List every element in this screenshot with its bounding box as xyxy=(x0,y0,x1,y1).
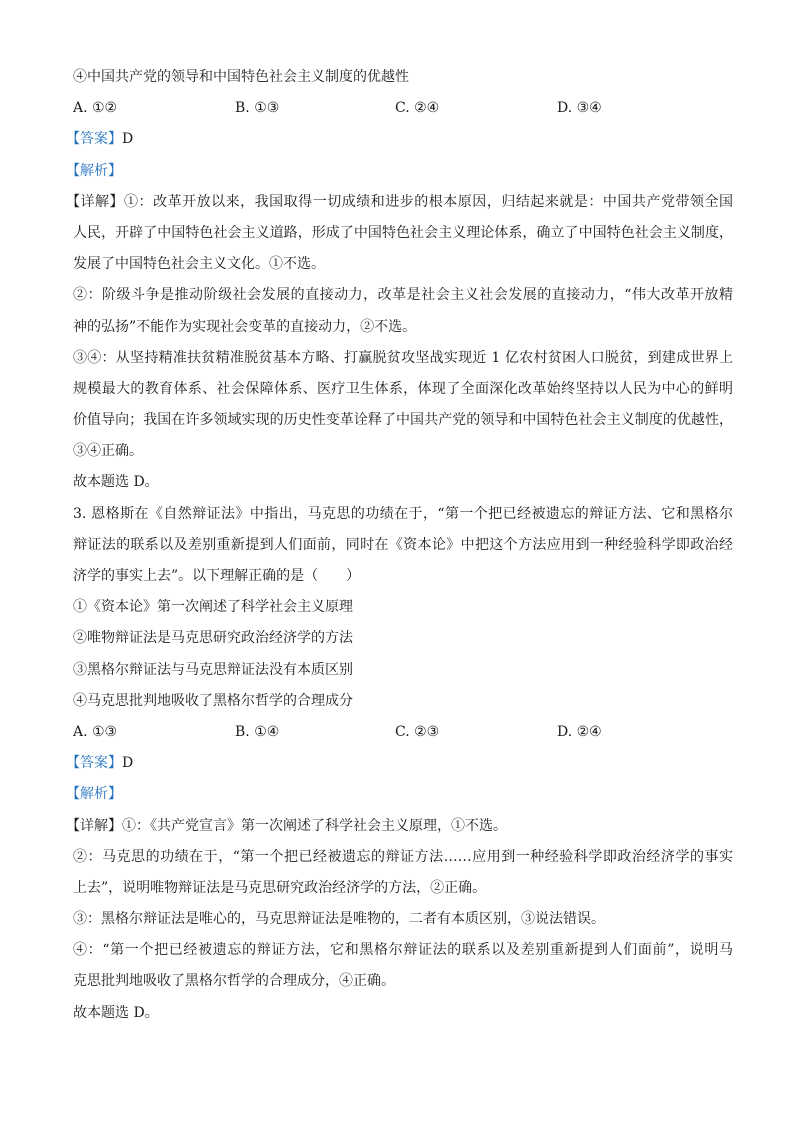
option-c: C. ②④ xyxy=(395,100,440,117)
question-line: 辩证法的联系以及差别重新提到人们面前，同时在《资本论》中把这个方法应用到一种经验科学即政治经 xyxy=(73,536,733,553)
option-b: B. ①④ xyxy=(235,723,280,740)
answer-line xyxy=(66,748,733,779)
option-statement-4: ④中国共产党的领导和中国特色社会主义制度的优越性 xyxy=(73,69,409,85)
conclusion-line: 故本题选 D。 xyxy=(73,1004,159,1021)
question-line: 3. 恩格斯在《自然辩证法》中指出，马克思的功绩在于，“第一个把已经被遗忘的辩证方法、它和黑格尔 xyxy=(73,505,733,522)
answer-tag: 【答案】 xyxy=(66,131,122,148)
detail-line: ②：马克思的功绩在于，“第一个把已经被遗忘的辩证方法……应用到一种经验科学即政治经济学的事实 xyxy=(73,848,733,865)
option-a: A. ①③ xyxy=(73,723,118,740)
option-statement-2: ②唯物辩证法是马克思研究政治经济学的方法 xyxy=(73,630,353,647)
option-statement-1: ①《资本论》第一次阐述了科学社会主义原理 xyxy=(73,599,353,616)
detail-line: ③④：从坚持精准扶贫精准脱贫基本方略、打赢脱贫攻坚战实现近 1 亿农村贫困人口脱贫，到建成世界上 xyxy=(73,349,733,366)
detail-line: 神的弘扬”不能作为实现社会变革的直接动力，②不选。 xyxy=(73,318,417,335)
detail-line: 人民，开辟了中国特色社会主义道路，形成了中国特色社会主义理论体系，确立了中国特色社会主义制度， xyxy=(73,224,733,241)
option-a: A. ①② xyxy=(73,100,118,117)
answer-options xyxy=(73,717,733,748)
question-line: 济学的事实上去”。以下理解正确的是（ ） xyxy=(73,568,361,584)
analysis-tag: 【解析】 xyxy=(66,786,122,803)
option-b: B. ①③ xyxy=(235,100,280,117)
option-statement-3: ③黑格尔辩证法与马克思辩证法没有本质区别 xyxy=(73,661,353,678)
detail-line: 【详解】①：改革开放以来，我国取得一切成绩和进步的根本原因，归结起来就是：中国共产党带领全国 xyxy=(66,193,733,210)
analysis-line xyxy=(66,779,733,810)
option-d: D. ②④ xyxy=(557,723,602,740)
option-statement-4: ④马克思批判地吸收了黑格尔哲学的合理成分 xyxy=(73,692,353,709)
detail-line: 发展了中国特色社会主义文化。①不选。 xyxy=(73,256,325,273)
option-d: D. ③④ xyxy=(557,100,602,117)
answer-line xyxy=(66,124,733,155)
detail-line: 上去”，说明唯物辩证法是马克思研究政治经济学的方法，②正确。 xyxy=(73,879,487,896)
detail-line: 【详解】①：《共产党宣言》第一次阐述了科学社会主义原理，①不选。 xyxy=(66,817,507,834)
detail-line: ③：黑格尔辩证法是唯心的，马克思辩证法是唯物的，二者有本质区别，③说法错误。 xyxy=(73,911,605,928)
detail-line: 规模最大的教育体系、社会保障体系、医疗卫生体系，体现了全面深化改革始终坚持以人民为中心的鲜明 xyxy=(73,380,733,397)
detail-line: ③④正确。 xyxy=(73,443,143,460)
analysis-tag: 【解析】 xyxy=(66,162,122,179)
answer-value: D xyxy=(122,131,134,148)
document-page xyxy=(66,62,733,1029)
detail-line: ②：阶级斗争是推动阶级社会发展的直接动力，改革是社会主义社会发展的直接动力，“伟大改革开放精 xyxy=(73,287,733,304)
detail-line: 克思批判地吸收了黑格尔哲学的合理成分，④正确。 xyxy=(73,973,395,990)
answer-tag: 【答案】 xyxy=(66,755,122,772)
conclusion-line: 故本题选 D。 xyxy=(73,474,159,491)
detail-line: ④：“第一个把已经被遗忘的辩证方法，它和黑格尔辩证法的联系以及差别重新提到人们面前”，说明马 xyxy=(73,942,733,959)
option-c: C. ②③ xyxy=(395,723,440,740)
answer-options xyxy=(73,93,733,124)
answer-value: D xyxy=(122,755,134,772)
detail-line: 价值导向；我国在许多领域实现的历史性变革诠释了中国共产党的领导和中国特色社会主义制度的优越性， xyxy=(73,412,733,429)
analysis-line xyxy=(66,156,733,187)
